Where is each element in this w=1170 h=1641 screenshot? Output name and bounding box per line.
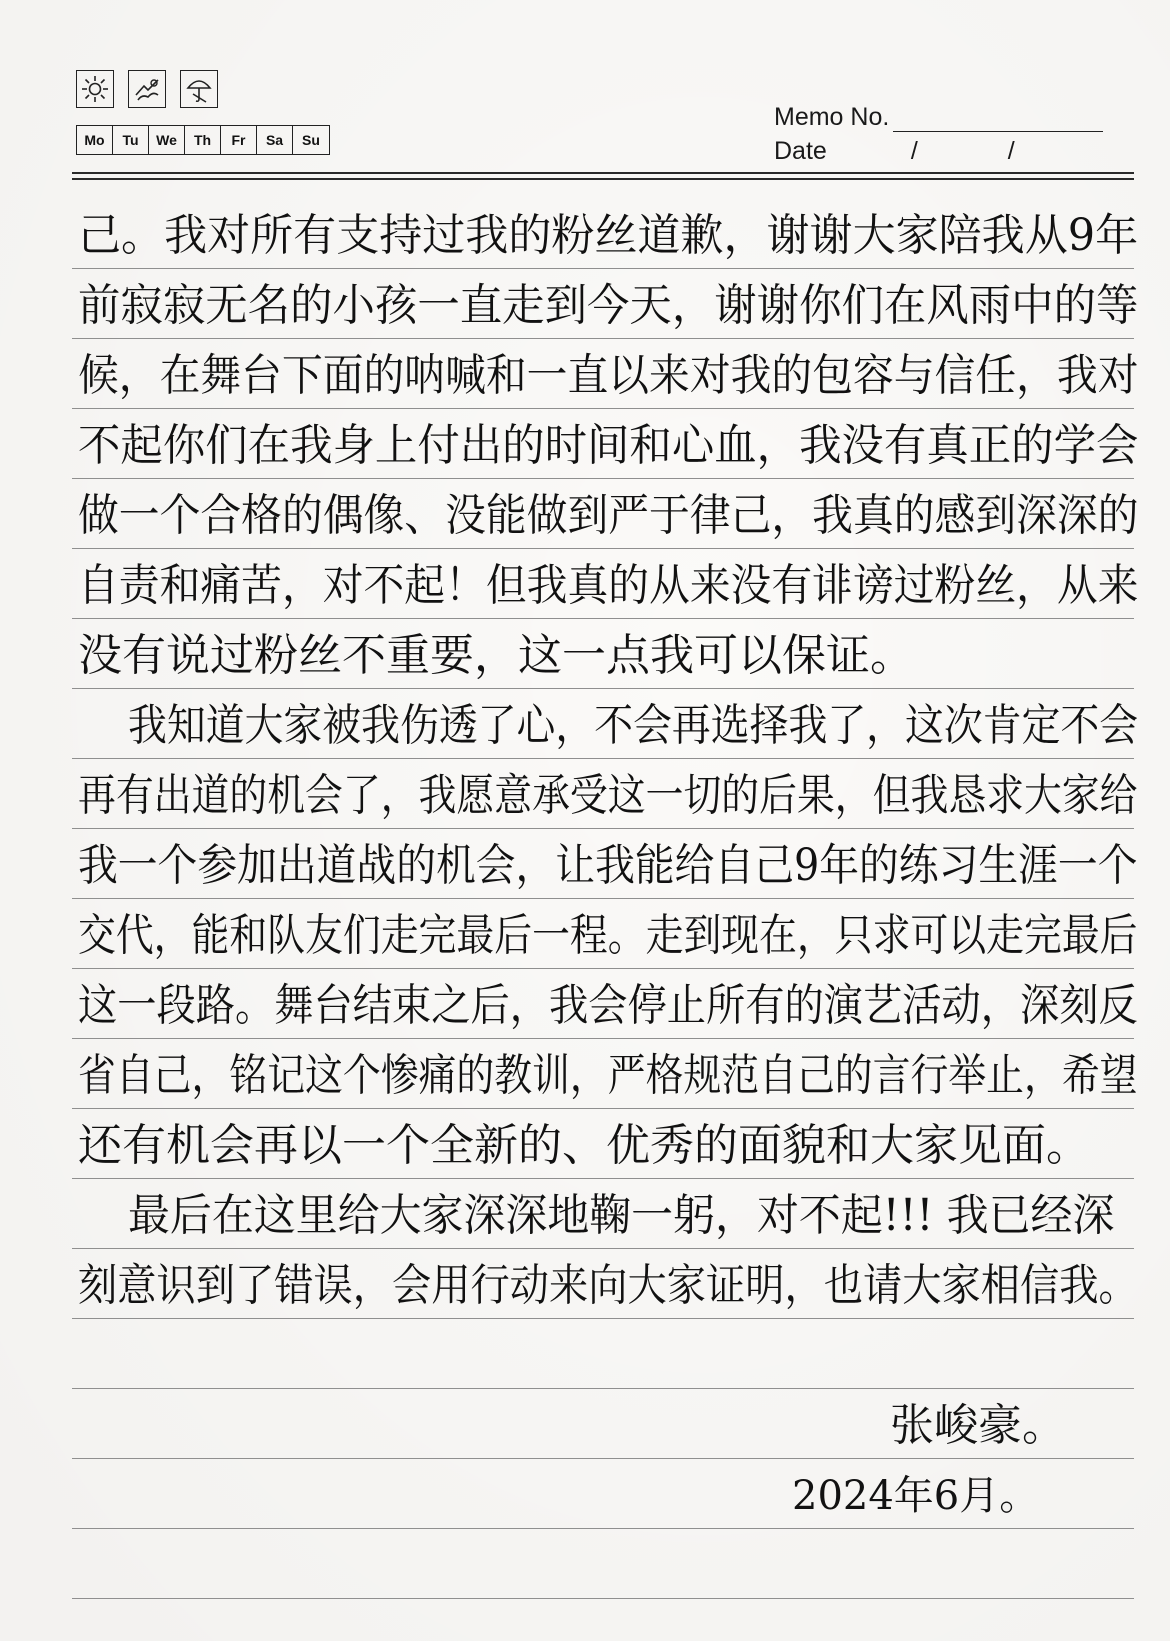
memo-no-line [893, 107, 1103, 132]
letter-line: 刻意识到了错误，会用行动来向大家证明，也请大家相信我。 [78, 1260, 1138, 1311]
cloud-icon [128, 70, 166, 108]
ruled-line [72, 268, 1134, 269]
signature: 张峻豪。 [890, 1400, 1066, 1451]
letter-line: 做一个合格的偶像、没能做到严于律己，我真的感到深深的 [78, 490, 1139, 541]
weekday-tu: Tu [113, 126, 149, 154]
letter-line: 不起你们在我身上付出的时间和心血，我没有真正的学会 [78, 420, 1139, 471]
ruled-line [72, 1178, 1134, 1179]
ruled-line [72, 1598, 1134, 1599]
ruled-line [72, 1108, 1134, 1109]
letter-line: 没有说过粉丝不重要，这一点我可以保证。 [78, 630, 914, 681]
weekday-fr: Fr [221, 126, 257, 154]
date-label: Date [774, 137, 827, 165]
letter-line: 交代，能和队友们走完最后一程。走到现在，只求可以走完最后 [78, 910, 1138, 961]
ruled-line [72, 898, 1134, 899]
ruled-line [72, 1458, 1134, 1459]
weekday-selector [76, 125, 330, 155]
letter-line: 己。我对所有支持过我的粉丝道歉，谢谢大家陪我从9年 [78, 210, 1139, 261]
ruled-line [72, 1388, 1134, 1389]
ruled-line [72, 1318, 1134, 1319]
ruled-line [72, 688, 1134, 689]
letter-date: 2024年6月。 [792, 1473, 1040, 1519]
letter-line: 最后在这里给大家深深地鞠一躬，对不起!!! 我已经深 [128, 1190, 1115, 1241]
weekday-su: Su [302, 132, 320, 148]
ruled-line [72, 1038, 1134, 1039]
weekday-th: Th [185, 126, 221, 154]
header-rule-top [72, 172, 1134, 174]
sun-icon [76, 70, 114, 108]
letter-line: 我知道大家被我伤透了心，不会再选择我了，这次肯定不会 [128, 700, 1139, 751]
memo-fields [774, 98, 1103, 166]
letter-line: 省自己，铭记这个惨痛的教训，严格规范自己的言行举止，希望 [78, 1050, 1138, 1101]
umbrella-icon [180, 70, 218, 108]
weather-icons [76, 70, 218, 108]
weekday-we: We [149, 126, 185, 154]
weekday-sa: Sa [257, 126, 293, 154]
letter-line: 还有机会再以一个全新的、优秀的面貌和大家见面。 [78, 1120, 1090, 1171]
letter-line: 候，在舞台下面的呐喊和一直以来对我的包容与信任，我对 [78, 350, 1139, 401]
header-rule-bottom [72, 178, 1134, 180]
letter-line: 这一段路。舞台结束之后，我会停止所有的演艺活动，深刻反 [78, 980, 1138, 1031]
ruled-line [72, 828, 1134, 829]
ruled-line [72, 758, 1134, 759]
date-slash-1: / [910, 137, 918, 165]
ruled-line [72, 548, 1134, 549]
ruled-line [72, 408, 1134, 409]
weekday-mo: Mo [77, 126, 113, 154]
ruled-line [72, 478, 1134, 479]
ruled-line [72, 1248, 1134, 1249]
date-slash-2: / [1007, 137, 1015, 165]
ruled-line [72, 968, 1134, 969]
letter-line: 前寂寂无名的小孩一直走到今天，谢谢你们在风雨中的等 [78, 280, 1139, 331]
letter-line: 我一个参加出道战的机会，让我能给自己9年的练习生涯一个 [78, 840, 1138, 891]
ruled-line [72, 618, 1134, 619]
ruled-line [72, 1528, 1134, 1529]
letter-line: 自责和痛苦，对不起！但我真的从来没有诽谤过粉丝，从来 [78, 560, 1139, 611]
ruled-line [72, 338, 1134, 339]
memo-no-label: Memo No. [774, 103, 890, 131]
letter-line: 再有出道的机会了，我愿意承受这一切的后果，但我恳求大家给 [78, 770, 1138, 821]
